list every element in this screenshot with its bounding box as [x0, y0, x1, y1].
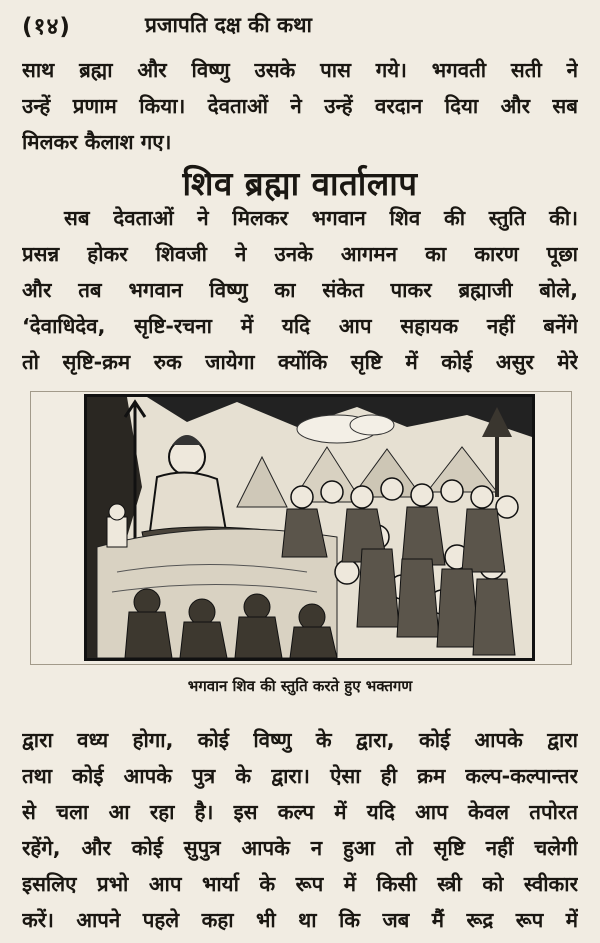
figure-caption: भगवान शिव की स्तुति करते हुए भक्तगण — [187, 677, 413, 695]
text-line: मिलकर कैलाश गए। — [22, 130, 172, 154]
intro-paragraph — [22, 52, 578, 160]
text-line: सब देवताओं ने मिलकर भगवान शिव की स्तुति की। — [64, 206, 578, 230]
shiva-worship-illustration — [84, 394, 535, 661]
text-line: इसलिए प्रभो आप भार्या के रूप में किसी स्त्री को स्वीकार — [22, 872, 578, 896]
text-line: उन्हें प्रणाम किया। देवताओं ने उन्हें वरदान दिया और सब — [22, 94, 578, 118]
illustration-drawing — [87, 397, 532, 658]
text-line: द्वारा वध्य होगा, कोई विष्णु के द्वारा, कोई आपके द्वारा — [22, 728, 578, 752]
text-line: रहेंगे, और कोई सुपुत्र आपके न हुआ तो सृष्टि नहीं चलेगी — [22, 836, 578, 860]
text-line: तो सृष्टि-क्रम रुक जायेगा क्योंकि सृष्टि में कोई असुर मेरे — [22, 350, 578, 374]
text-line: करें। आपने पहले कहा भी था कि जब मैं रूद्र रूप में — [22, 908, 578, 932]
text-line: प्रसन्न होकर शिवजी ने उनके आगमन का कारण पूछा — [22, 242, 578, 266]
closing-paragraph — [22, 722, 578, 938]
running-title: प्रजापति दक्ष की कथा — [144, 13, 312, 37]
text-line: ‘देवाधिदेव, सृष्टि-रचना में यदि आप सहायक नहीं बनेंगे — [22, 314, 578, 338]
section-paragraph — [22, 200, 578, 380]
page-number: (१४) — [22, 14, 71, 40]
text-line: साथ ब्रह्मा और विष्णु उसके पास गये। भगवती सती ने — [22, 58, 578, 82]
text-line: से चला आ रहा है। इस कल्प में यदि आप केवल तपोरत — [22, 800, 578, 824]
text-line: तथा कोई आपके पुत्र के द्वारा। ऐसा ही क्रम कल्प-कल्पान्तर — [22, 764, 578, 788]
page-header — [22, 8, 578, 42]
section-heading: शिव ब्रह्मा वार्तालाप — [182, 164, 418, 203]
text-line: और तब भगवान विष्णु का संकेत पाकर ब्रह्माजी बोले, — [22, 278, 578, 302]
